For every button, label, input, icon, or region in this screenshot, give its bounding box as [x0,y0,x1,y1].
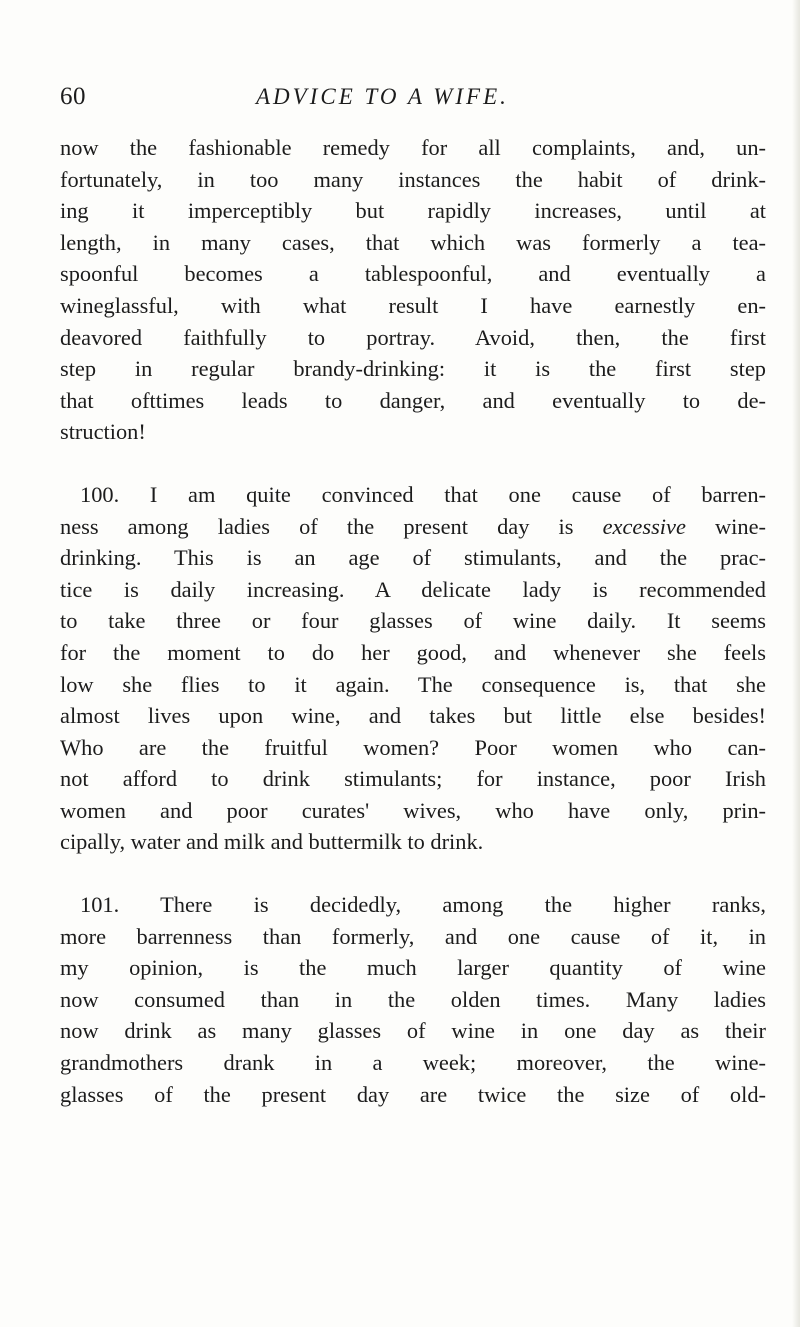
text-line: spoonful becomes a tablespoonful, and eventually a [60,261,766,287]
paragraph-101 [60,889,766,1110]
paragraph-spacing [60,448,766,479]
text-line: to take three or four glasses of wine daily. It seems [60,608,766,634]
text-line: tice is daily increasing. A delicate lady is recommended [60,576,766,602]
text-line: wineglassful, with what result I have earnestly en- [60,292,766,318]
text-line: fortunately, in too many instances the habit of drink- [60,166,766,192]
paragraph [60,132,766,448]
text-line: 101. There is decidedly, among the higher ranks, [80,892,766,918]
page-number: 60 [60,83,86,110]
body-text [60,132,766,1110]
text-line: deavored faithfully to portray. Avoid, then, the first [60,324,766,350]
text-line: 100. I am quite convinced that one cause of barren- [80,481,766,507]
text-line: not afford to drink stimulants; for instance, poor Irish [60,766,766,792]
paragraph-100 [60,479,766,858]
text-line: now consumed than in the olden times. Many ladies [60,986,766,1012]
page-edge-shadow [792,0,800,1327]
text-line: grandmothers drank in a week; moreover, the wine- [60,1050,766,1076]
text-line: that ofttimes leads to danger, and eventually to de- [60,387,766,413]
text-line: ing it imperceptibly but rapidly increases, until at [60,198,766,224]
text-line: Who are the fruitful women? Poor women who can- [60,734,766,760]
text-line: cipally, water and milk and buttermilk to drink. [60,829,484,855]
text-line: length, in many cases, that which was formerly a tea- [60,229,766,255]
text-line: now drink as many glasses of wine in one day as their [60,1018,766,1044]
text-line: drinking. This is an age of stimulants, and the prac- [60,545,766,571]
text-line: now the fashionable remedy for all complaints, and, un- [60,135,766,160]
text-segment: ness among ladies of the present day is [60,513,574,539]
text-line: step in regular brandy-drinking: it is the first step [60,356,766,382]
text-line: low she flies to it again. The consequence is, that she [60,671,766,697]
text-line: glasses of the present day are twice the size of old- [60,1081,766,1107]
text-line: struction! [60,419,146,445]
text-segment: wine- [715,513,766,539]
text-line: women and poor curates' wives, who have only, prin- [60,797,766,823]
text-line: for the moment to do her good, and whenever she feels [60,639,766,665]
running-head [60,82,766,114]
text-line: my opinion, is the much larger quantity of wine [60,955,766,981]
text-line: almost lives upon wine, and takes but little else besides! [60,703,766,729]
emphasis-excessive: excessive [602,513,686,539]
running-title: ADVICE TO A WIFE. [256,84,509,109]
paragraph-spacing [60,858,766,889]
text-line-with-emphasis [60,511,766,543]
text-line: more barrenness than formerly, and one cause of it, in [60,923,766,949]
